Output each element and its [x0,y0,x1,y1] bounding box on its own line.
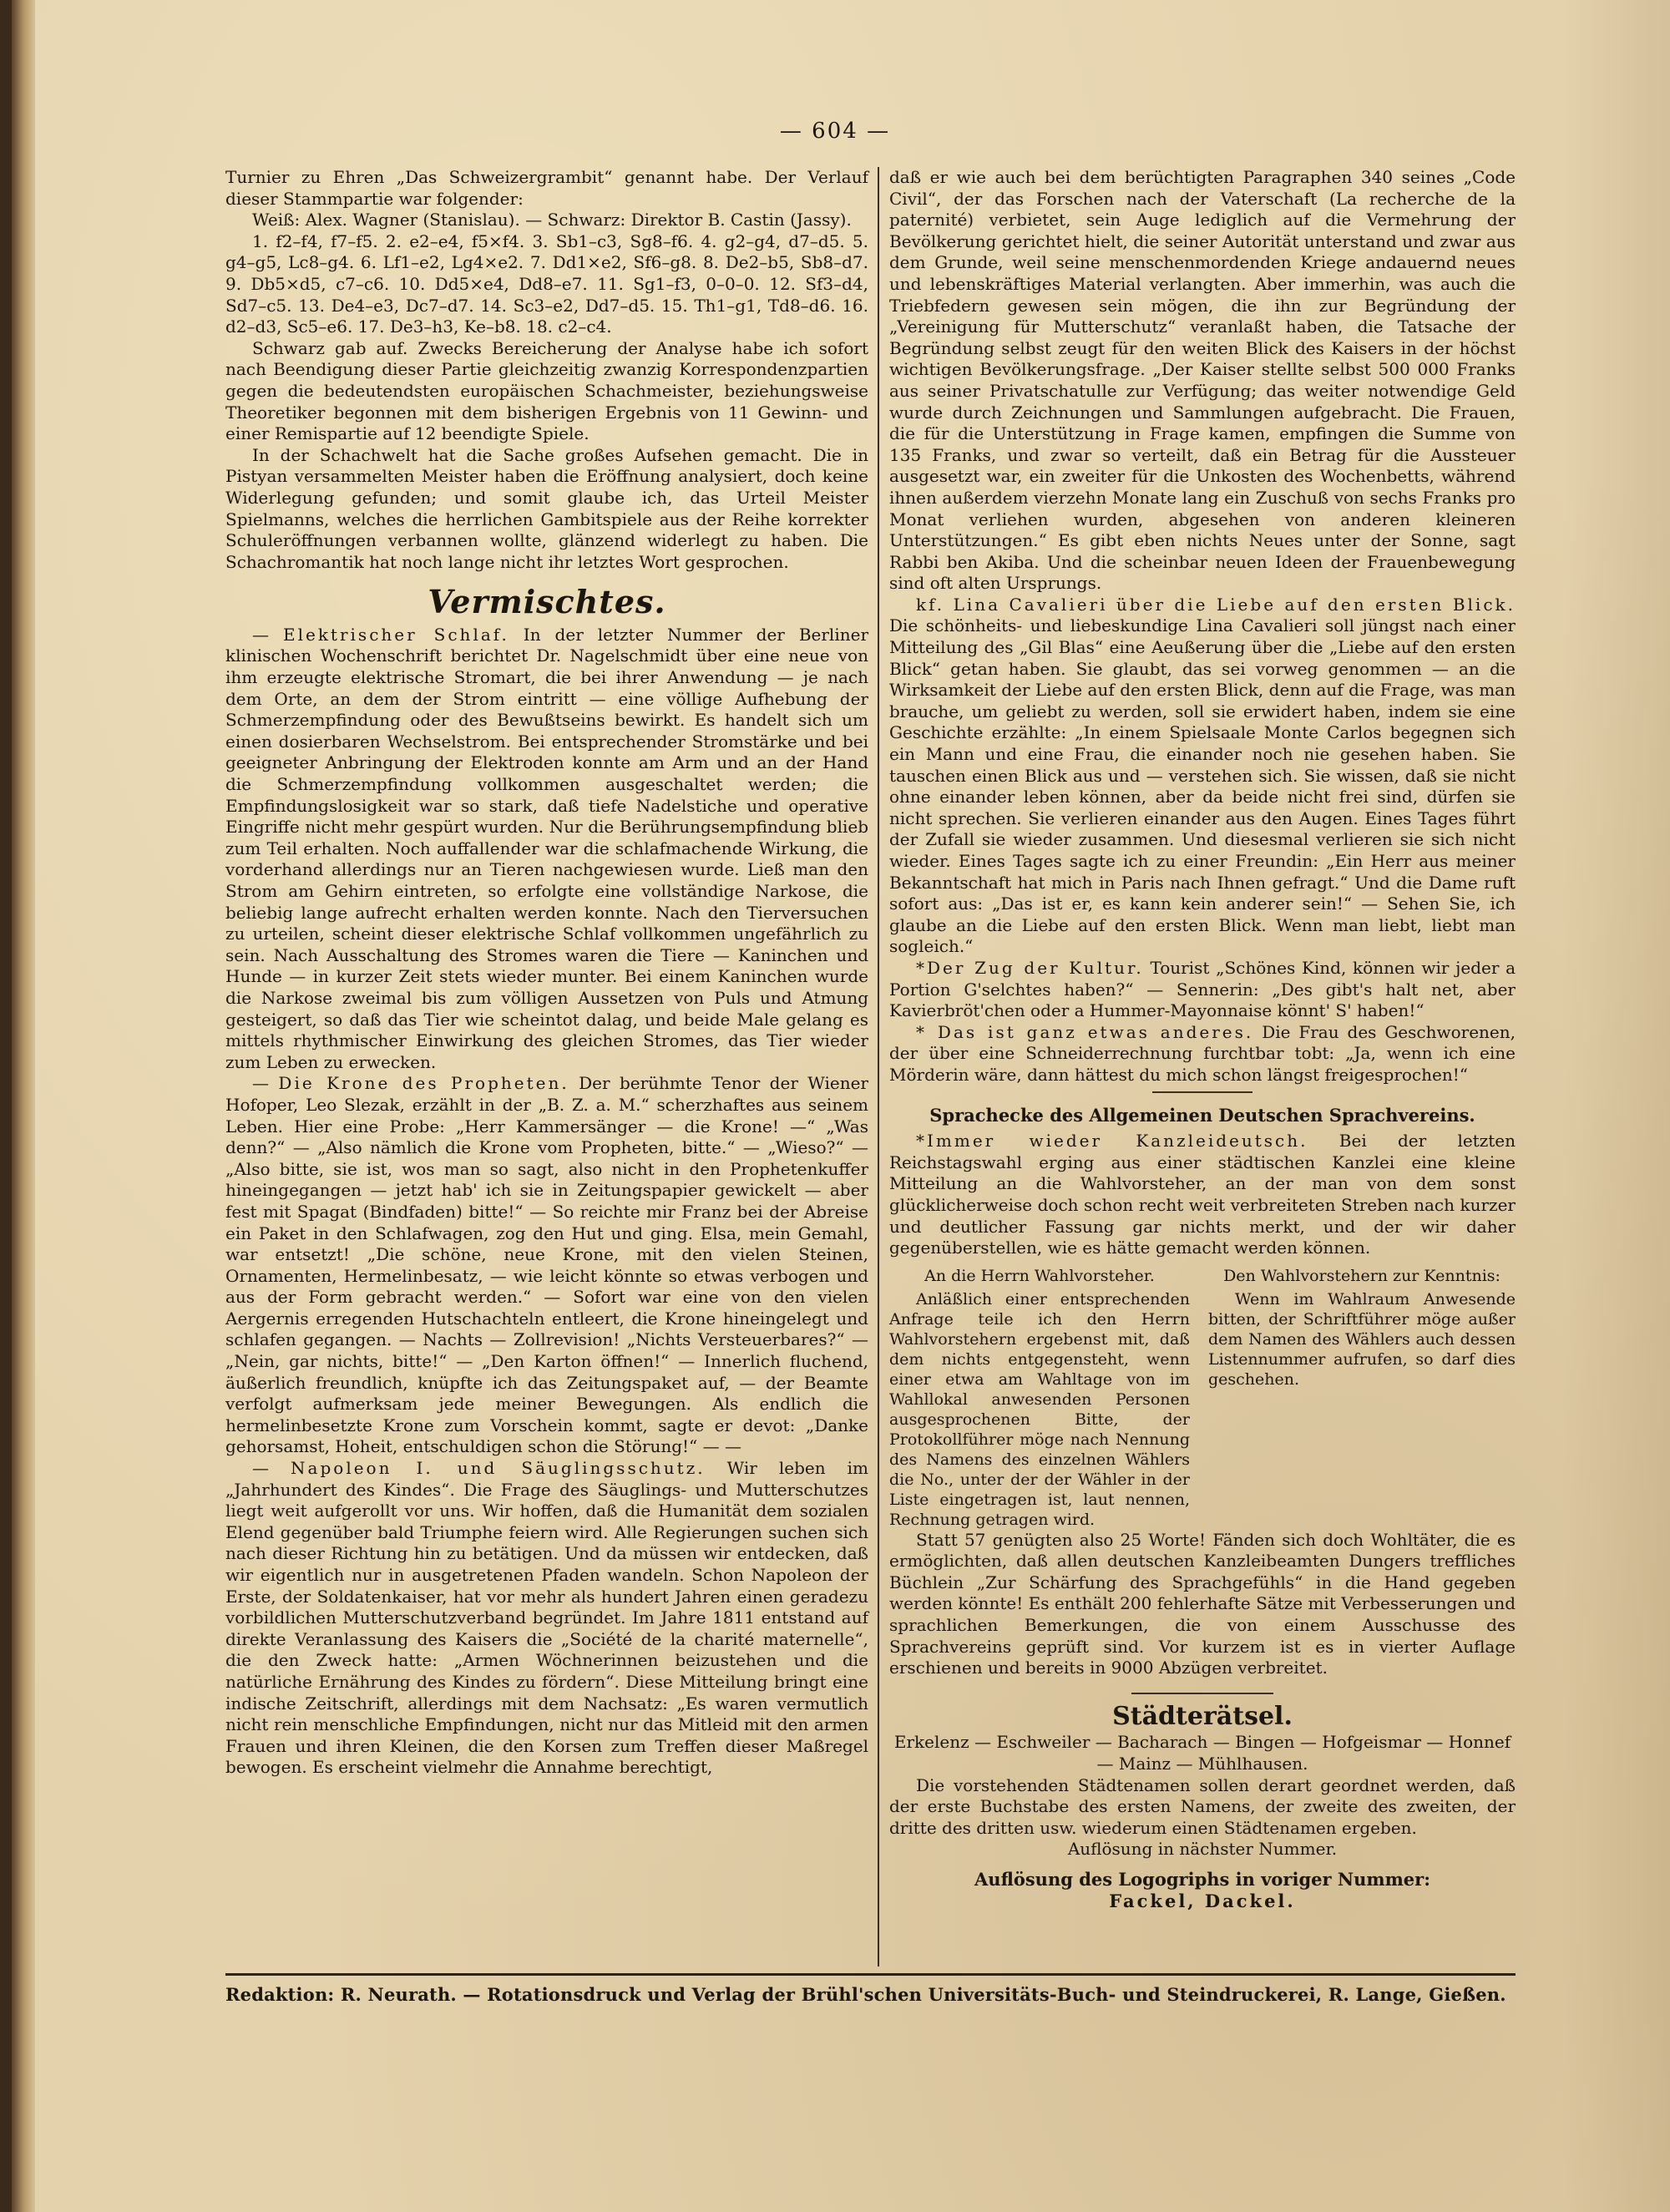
article-title: *Der Zug der Kultur. [916,957,1144,978]
comparison-improved-text: Wenn im Wahlraum Anwesende bitten, der Schriftführer möge außer dem Namen des Wählers auch dessen Listennummer aufrufen, so darf dies geschehen. [1208,1289,1516,1389]
footer-rule [225,1973,1516,1976]
chess-players: Weiß: Alex. Wagner (Stanislau). — Schwarz: Direktor B. Castin (Jassy). [252,210,852,230]
comparison-original-heading: An die Herrn Wahlvorsteher. [924,1266,1155,1285]
chess-moves: 1. f2–f4, f7–f5. 2. e2–e4, f5×f4. 3. Sb1–c3, Sg8–f6. 4. g2–g4, d7–d5. 5. g4–g5, Lc8–g4. 6. Lf1–e2, Lg4×e2. 7. Dd1×e2, Sf6–g8. 8. De2–b5, Sb8–d7. 9. Db5×d5, c7–c6. 10. Dd5×e4, Dd8–e7. 11. Sg1–f3, 0–0–0. 12. Sf3–d4, Sd7–c5. 13. De4–e3, Dc7–d7. 14. Sc3–e2, Dd7–d5. 15. Th1–g1, Td8–d6. 16. d2–d3, Sc5–e6. 17. De3–h3, Ke–b8. 18. c2–c4. [225,230,868,337]
article-zug-der-kultur [889,958,1516,1022]
article-elektrischer-schlaf: — Elektrischer Schlaf. In der letzter Nummer der Berliner klinischen Wochenschrift berichtet Dr. Nagelschmidt über eine neue von ihm erzeugte elektrische Stromart, die bei ihrer Anwendung — je nach dem Orte, an dem der Strom eintritt — eine völlige Aufhebung der Schmerzempfindung oder des Bewußtseins bewirkt. Es handelt sich um einen dosierbaren Wechselstrom. Bei entsprechender Stromstärke und bei geeigneter Anbringung der Elektroden konnte am Arm und an der Hand die Schmerzempfindung vollkommen ausgeschaltet werden; die Empfindungslosigkeit war so stark, daß tiefe Nadelstiche und operative Eingriffe nicht mehr gespürt wurden. Nur die Berührungsempfindung blieb zum Teil erhalten. Noch auffallender war die schlafmachende Wirkung, die vorderhand allerdings nur an Tieren nachgewiesen wurde. Ließ man den Strom am Gehirn eintreten, so erfolgte eine vollständige Narkose, die beliebig lange aufrecht erhalten werden konnte. Nach den Tierversuchen zu urteilen, scheint dieser elektrische Schlaf vollkommen ungefährlich zu sein. Nach Ausschaltung des Stromes waren die Tiere — Kaninchen und Hunde — in kurzer Zeit stets wieder munter. Bei einem Kaninchen wurde die Narkose zweimal bis zum völligen Aussetzen von Puls und Atmung gesteigert, so daß das Tier wie scheintot dalag, und beide Male gelang es mittels rhythmischer Einwirkung des gleichen Stromes, das Tier wieder zum Leben zu erwecken. [225,624,868,1072]
article-body: Wir leben im „Jahrhundert des Kindes“. Die Frage des Säuglings- und Mutterschutzes liegt weit aufgerollt vor uns. Wir hoffen, daß die Humanität dem sozialen Elend gegenüber bald Triumphe feiern wird. Alle Regierungen suchen sich nach dieser Richtung hin zu betätigen. Und da müssen wir entdecken, daß wir eigentlich nur in ausgetretenen Pfaden wandeln. Schon Napoleon der Erste, der Soldatenkaiser, hat vor mehr als hundert Jahren einen geradezu vorbildlichen Mutterschutzverband begründet. Im Jahre 1811 entstand auf direkte Veranlassung des Kaisers die „Société de la charité maternelle“, die den Zweck hatte: „Armen Wöchnerinnen beizustehen und die natürliche Ernährung des Kindes zu fördern“. Diese Mitteilung bringt eine indische Zeitschrift, allerdings mit dem Nachsatz: „Es waren vermutlich nicht rein menschliche Empfindungen, nicht nur das Mitleid mit den armen Frauen und ihren Kleinen, die den Korsen zum Treffen dieser Maßregel bewogen. Es erscheint vielmehr die Annahme berechtigt, [225,1458,869,1778]
chess-outro-2: In der Schachwelt hat die Sache großes Aufsehen gemacht. Die in Pistyan versammelten Meister haben die Eröffnung analysiert, doch keine Widerlegung gefunden; und somit glaube ich, das Urteil Meister Spielmanns, welches die herrlichen Gambitspiele aus der Reihe korrekter Schuleröffnungen verbannen wollte, glänzend widerlegt zu haben. Die Schachromantik hat noch lange nicht ihr letztes Wort gesprochen. [225,444,868,572]
sprachecke-intro-text: Bei der letzten Reichstagswahl erging aus einer städtischen Kanzlei eine kleine Mitteilung an die Wahlvorsteher, an der man von dem sonst glücklicherweise doch schon recht weit verbreiteten Streben nach kurzer und deutlicher Fassung gar nichts merkt, und der wir daher gegenüberstellen, wie es hätte gemacht werden können. [889,1131,1516,1258]
puzzle-cities: Erkelenz — Eschweiler — Bacharach — Bingen — Hofgeismar — Honnef — Mainz — Mühlhausen. [893,1732,1511,1774]
comparison-original-text: Anläßlich einer entsprechenden Anfrage teile ich den Herrn Wahlvorstehern ergebenst mit, daß dem nichts entgegensteht, wenn einer etwa am Wahltage von im Wahllokal anwesenden Personen ausgesprochenen Bitte, der Protokollführer möge nach Nennung des Namens des einzelnen Wählers die No., unter der der Wähler in der Liste eingetragen ist, laut nennen, Rechnung getragen wird. [889,1289,1190,1529]
article-body: Tourist „Schönes Kind, können wir jeder a Portion G'selchtes haben?“ — Sennerin: „Des gibt's halt net, aber Kavierbröt'chen oder a Hummer-Mayonnaise könnt' S' haben!“ [889,957,1516,1021]
article-napoleon: — Napoleon I. und Säuglingsschutz. Wir leben im „Jahrhundert des Kindes“. Die Frage des Säuglings- und Mutterschutzes liegt weit aufgerollt vor uns. Wir hoffen, daß die Humanität dem sozialen Elend gegenüber bald Triumphe feiern wird. Alle Regierungen suchen sich nach dieser Richtung hin zu betätigen. Und da müssen wir entdecken, daß wir eigentlich nur in ausgetretenen Pfaden wandeln. Schon Napoleon der Erste, der Soldatenkaiser, hat vor mehr als hundert Jahren einen geradezu vorbildlichen Mutterschutzverband begründet. Im Jahre 1811 entstand auf direkte Veranlassung des Kaisers die „Société de la charité maternelle“, die den Zweck hatte: „Armen Wöchnerinnen beizustehen und die natürliche Ernährung des Kindes zu fördern“. Diese Mitteilung bringt eine indische Zeitschrift, allerdings mit dem Nachsatz: „Es waren vermutlich nicht rein menschliche Empfindungen, nicht nur das Mitleid mit den armen Frauen und ihren Kleinen, die den Korsen zum Treffen dieser Maßregel bewogen. Es erscheint vielmehr die Annahme berechtigt, [225,1458,869,1778]
book-spine-edge [12,0,35,2212]
chess-intro: Turnier zu Ehren „Das Schweizergrambit“ genannt habe. Der Verlauf dieser Stammpartie war folgender: [225,167,868,209]
logogriph-title: Auflösung des Logogriphs in voriger Nummer: [974,1869,1430,1890]
puzzle-title: Städterätsel. [1112,1701,1293,1731]
chess-outro: Schwarz gab auf. Zwecks Bereicherung der Analyse habe ich sofort nach Beendigung dieser Partie gleichzeitig zwanzig Korrespondenzpartien gegen die bedeutendsten europäischen Schachmeister, beziehungsweise Theoretiker begonnen mit dem bisherigen Ergebnis von 11 Gewinn- und einer Remispartie auf 12 beendigte Spiele. [225,337,868,444]
article-title: kf. Lina Cavalieri über die Liebe auf den ersten Blick. [916,594,1516,615]
logogriph-answer: Fackel, Dackel. [1109,1890,1296,1911]
article-body: Die Frau des Geschworenen, der über eine Schneiderrechnung furchtbar tobt: „Ja, wenn ich eine Mörderin wäre, dann hättest du mich schon längst freigesprochen!“ [889,1021,1516,1085]
article-body: Der berühmte Tenor der Wiener Hofoper, Leo Slezak, erzählt in der „B. Z. a. M.“ scherzhaftes aus seinem Leben. Hier eine Probe: „Herr Kammersänger — die Krone! —“ „Was denn?“ — „Also nämlich die Krone vom Propheten, bitte.“ — „Wieso?“ — „Also bitte, sie ist, wos man so sagt, also nicht in den Prophetenkuffer hineingegangen — jetzt hab' ich sie in Zeitungspapier gewickelt — aber fest mit Spagat (Bindfaden) bitte!“ — So reichte mir Franz bei der Abreise ein Paket in den Schlafwagen, zog den Hut und ging. Elsa, mein Gemahl, war entsetzt! „Die schöne, neue Krone, mit den vielen Steinen, Ornamenten, Hermelinbesatz, — wie leicht könnte so etwas verbogen und aus der Form gebracht werden.“ — Sofort war eine von den vielen Aergernis erregenden Hutschachteln entleert, die Krone hineingelegt und schlafen gegangen. — Nachts — Zollrevision! „Nichts Versteuerbares?“ — „Nein, gar nichts, bitte!“ — „Den Karton öffnen!“ — Innerlich fluchend, äußerlich freundlich, knüpfte ich das Zeitungspaket auf, — der Beamte verfolgt aufmerksam jede meiner Bewegungen. Als endlich die hermelinbesetzte Krone zum Vorschein kommt, sagte er devot: „Danke gehorsamst, Hoheit, entschuldigen schon die Störung!“ — — [225,1073,868,1457]
article-body: Die schönheits- und liebeskundige Lina Cavalieri soll jüngst nach einer Mitteilung des „Gil Blas“ eine Aeußerung über die „Liebe auf den ersten Blick“ getan haben. Sie glaubt, das sei vorweg genommen — an die Wirksamkeit der Liebe auf den ersten Blick, denn auf die Frage, was man brauche, um geliebt zu werden, soll sie erwidert haben, indem sie eine Geschichte erzählte: „In einem Spielsaale Monte Carlos begegnen sich ein Mann und eine Frau, die einander noch nie gesehen haben. Sie tauschen einen Blick aus und — verstehen sich. Sie wissen, daß sie nicht ohne einander leben können, aber da beide nicht frei sind, dürfen sie nicht sprechen. Sie verlieren einander aus den Augen. Eines Tages führt der Zufall sie wieder zusammen. Und diesesmal verlieren sie sich nicht wieder. Eines Tages sagte ich zu einer Freundin: „Ein Herr aus meiner Bekanntschaft hat mich in Paris nach Ihnen gefragt.“ Und die Dame ruft sofort aus: „Das ist er, es kann kein anderer sein!“ — Sehen Sie, ich glaube an die Liebe auf den ersten Blick. Wenn man liebt, liebt man sogleich.“ [889,615,1516,957]
article-title: * Das ist ganz etwas anderes. [916,1021,1254,1042]
separator-rule [1152,1091,1252,1093]
page-margin-shade [1561,0,1670,2212]
article-title: Napoleon I. und Säuglingsschutz. [291,1458,706,1479]
page-number: — 604 — [779,119,891,144]
comparison-improved [1208,1266,1516,1530]
section-title-vermischtes: Vermischtes. [428,583,666,621]
sprachecke-outro: Statt 57 genügten also 25 Worte! Fänden sich doch Wohltäter, die es ermöglichten, daß allen deutschen Kanzleibeamten Dungers treffliches Büchlein „Zur Schärfung des Sprachgefühls“ in die Hand gegeben werden könnte! Es enthält 200 fehlerhafte Sätze mit Verbesserungen und sprachlichen Bemerkungen, die von einem Ausschusse des Sprachvereins geprüft sind. Vor kurzem ist es in vierter Auflage erschienen und bereits in 9000 Abzügen verbreitet. [889,1529,1516,1678]
separator-rule [1131,1693,1273,1694]
imprint-footer: Redaktion: R. Neurath. — Rotationsdruck und Verlag der Brühl'schen Universitäts-Buch- und Steindruckerei, R. Lange, Gießen. [225,1984,1506,2005]
napoleon-continuation: daß er wie auch bei dem berüchtigten Paragraphen 340 seines „Code Civil“, der das Forschen nach der Vaterschaft (La recherche de la paternité) verbietet, sein Auge lediglich auf die Vermehrung der Bevölkerung gerichtet hielt, die seiner Autorität unterstand und zwar aus dem Grunde, weil seine menschenmordenden Kriege andauernd neues und lebenskräftiges Material verlangten. Aber immerhin, was auch die Triebfedern gewesen sein mögen, die ihn zur Begründung der „Vereinigung für Mutterschutz“ veranlaßt haben, die Tatsache der Begründung selbst zeugt für den weiten Blick des Kaisers in der höchst wichtigen Bevölkerungsfrage. „Der Kaiser stellte selbst 500 000 Franks aus seiner Privatschatulle zur Verfügung; das weiter notwendige Geld wurde durch Zeichnungen und Sammlungen aufgebracht. Die Frauen, die für die Unterstützung in Frage kamen, empfingen die Summe von 135 Franks, und zwar so verteilt, daß ein Betrag für die Aussteuer ausgesetzt war, ein zweiter für die Unkosten des Wochenbetts, während ihnen außerdem vierzehn Monate lang ein Zuschuß von sechs Franks pro Monat verliehen wurden, abgesehen von anderen kleineren Unterstützungen.“ Es gibt eben nichts Neues unter der Sonne, sagt Rabbi ben Akiba. Und die scheinbar neuen Ideen der Frauenbewegung sind oft alten Ursprungs. [889,167,1516,594]
left-column [225,167,868,1779]
article-body: In der letzter Nummer der Berliner klinischen Wochenschrift berichtet Dr. Nagelschmidt über eine neue von ihm erzeugte elektrische Stromart, die bei ihrer Anwendung — je nach dem Orte, an dem der Strom eintritt — eine völlige Aufhebung der Schmerzempfindung oder des Bewußtseins bewirkt. Es handelt sich um einen dosierbaren Wechselstrom. Bei entsprechender Stromstärke und bei geeigneter Anbringung der Elektroden konnte am Arm und an der Hand die Schmerzempfindung vollkommen ausgeschaltet werden; die Empfindungslosigkeit war so stark, daß tiefe Nadelstiche und operative Eingriffe nicht mehr gespürt wurden. Nur die Berührungsempfindung blieb zum Teil erhalten. Noch auffallender war die schlafmachende Wirkung, die vorderhand allerdings nur an Tieren nachgewiesen wurde. Ließ man den Strom am Gehirn eintreten, so erfolgte eine vollständige Narkose, die beliebig lange aufrecht erhalten werden konnte. Nach den Tierversuchen zu urteilen, scheint dieser elektrische Schlaf vollkommen ungefährlich zu sein. Nach Ausschaltung des Stromes waren die Tiere — Kaninchen und Hunde — in kurzer Zeit stets wieder munter. Bei einem Kaninchen wurde die Narkose zweimal bis zum völligen Aussetzen von Puls und Atmung gesteigert, so daß das Tier wie scheintot dalag, und beide Male gelang es mittels rhythmischer Einwirkung des gleichen Stromes, das Tier wieder zum Leben zu erwecken. [225,624,868,1072]
puzzle-solution-note: Auflösung in nächster Nummer. [1067,1839,1338,1860]
sprachecke-title: Sprachecke des Allgemeinen Deutschen Sprachvereins. [929,1104,1475,1126]
article-krone-propheten: — Die Krone des Propheten. Der berühmte Tenor der Wiener Hofoper, Leo Slezak, erzählt in der „B. Z. a. M.“ scherzhaftes aus seinem Leben. Hier eine Probe: „Herr Kammersänger — die Krone! —“ „Was denn?“ — „Also nämlich die Krone vom Propheten, bitte.“ — „Wieso?“ — „Also bitte, sie ist, wos man so sagt, also nicht in den Prophetenkuffer hineingegangen — jetzt hab' ich sie in Zeitungspapier gewickelt — aber fest mit Spagat (Bindfaden) bitte!“ — So reichte mir Franz bei der Abreise ein Paket in den Schlafwagen, zog den Hut und ging. Elsa, mein Gemahl, war entsetzt! „Die schöne, neue Krone, mit den vielen Steinen, Ornamenten, Hermelinbesatz, — wie leicht könnte so etwas verbogen und aus der Form gebracht werden.“ — Sofort war eine von den vielen Aergernis erregenden Hutschachteln entleert, die Krone hineingelegt und schlafen gegangen. — Nachts — Zollrevision! „Nichts Versteuerbares?“ — „Nein, gar nichts, bitte!“ — „Den Karton öffnen!“ — Innerlich fluchend, äußerlich freundlich, knüpfte ich das Zeitungspaket auf, — der Beamte verfolgt aufmerksam jede meiner Bewegungen. Als endlich die hermelinbesetzte Krone zum Vorschein kommt, sagte er devot: „Danke gehorsamst, Hoheit, entschuldigen schon die Störung!“ — — [225,1073,868,1457]
sprachecke-subtitle: *Immer wieder Kanzleideutsch. [916,1131,1308,1152]
article-ganz-anderes [889,1022,1516,1086]
comparison-box [889,1266,1516,1530]
article-title: Elektrischer Schlaf. [282,624,509,645]
article-title: Die Krone des Propheten. [278,1073,569,1094]
column-divider [878,167,879,1967]
sprachecke-intro [889,1131,1516,1259]
puzzle-text: Die vorstehenden Städtenamen sollen derart geordnet werden, daß der erste Buchstabe des ersten Namens, der zweite des zweiten, der dritte des dritten usw. wiederum einen Städtenamen ergeben. [889,1774,1516,1838]
comparison-improved-heading: Den Wahlvorstehern zur Kenntnis: [1223,1266,1500,1285]
article-cavalieri [889,595,1516,958]
right-column [889,167,1516,1911]
comparison-original [889,1266,1190,1530]
